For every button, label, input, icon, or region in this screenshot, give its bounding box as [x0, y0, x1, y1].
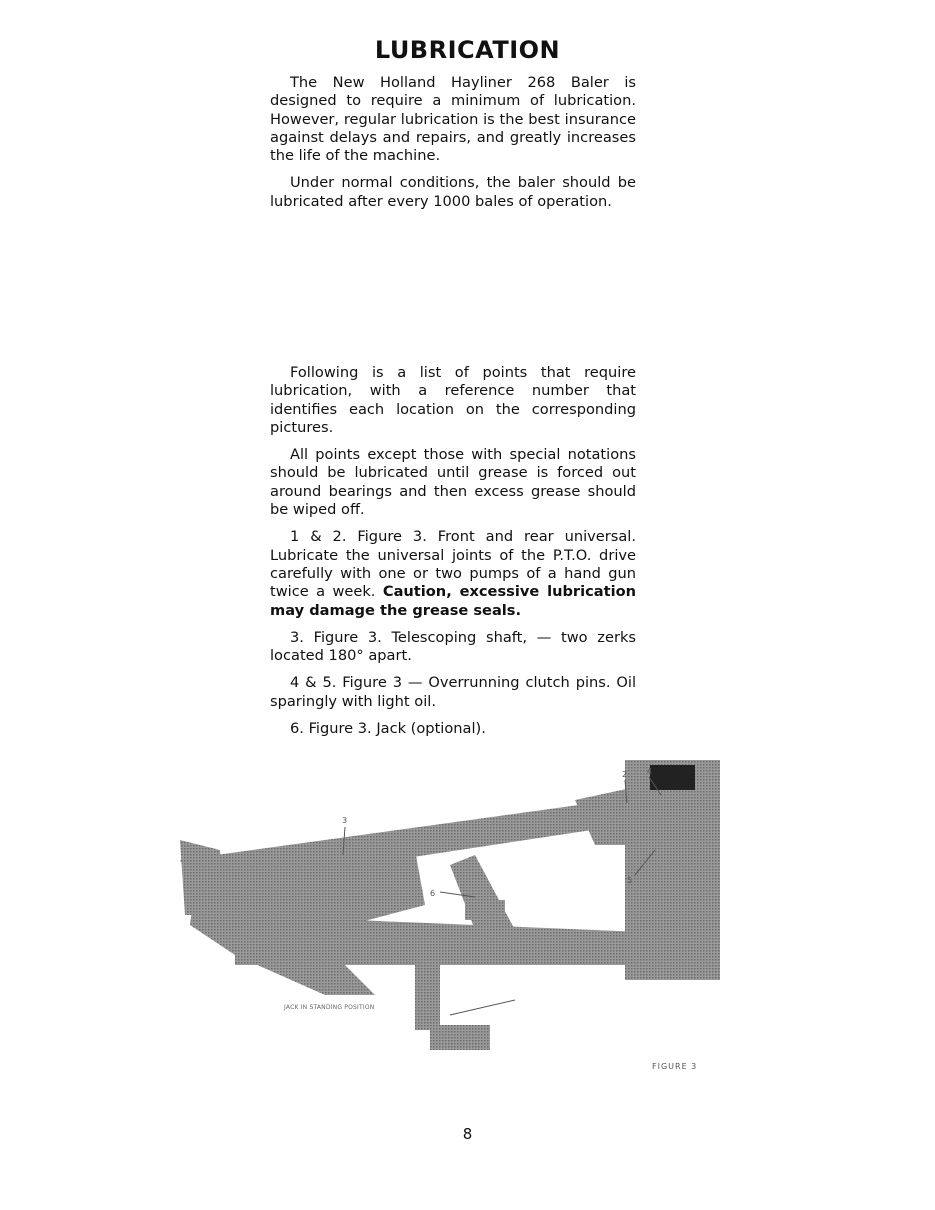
page-number: 8	[462, 1125, 473, 1143]
intro-paragraph-2: Under normal conditions, the baler should be lubricated after every 1000 bales of operation.	[270, 174, 636, 210]
body-paragraph-1: Following is a list of points that require lubrication, with a reference number that identifies each location on the corresponding pictures.	[270, 364, 636, 436]
intro-section	[270, 74, 636, 220]
body-paragraph-2: All points except those with special notations should be lubricated until grease is forced out around bearings and then excess grease should be wiped off.	[270, 446, 636, 519]
callout-6: 6	[430, 889, 436, 898]
page-title: LUBRICATION	[374, 36, 561, 64]
lube-item-4-5: 4 & 5. Figure 3 — Overrunning clutch pins. Oil sparingly with light oil.	[270, 674, 636, 710]
lubrication-points-section	[270, 364, 636, 747]
intro-paragraph-1: The New Holland Hayliner 268 Baler is designed to require a minimum of lubrication. However, regular lubrication is the best insurance against delays and repairs, and greatly increases the life of the machine.	[270, 74, 636, 165]
jack-position-label: JACK IN STANDING POSITION	[284, 1004, 375, 1011]
callout-3: 3	[342, 816, 348, 825]
callout-4: 4	[647, 767, 653, 776]
figure-caption: FIGURE 3	[652, 1062, 698, 1071]
callout-5: 5	[627, 876, 633, 885]
baler-hitch-figure	[175, 755, 725, 1065]
lube-item-text: 1 & 2. Figure 3. Front and rear universal. Lubricate the universal joints of the P.T.O. drive carefully with one or two pumps of a hand gun twice a week.	[270, 528, 636, 601]
caution-text: Caution, excessive lubrication may damage the grease seals.	[270, 583, 637, 619]
lube-item-3: 3. Figure 3. Telescoping shaft, — two zerks located 180° apart.	[270, 628, 636, 665]
lube-item-1-2	[270, 528, 636, 619]
lube-item-6: 6. Figure 3. Jack (optional).	[290, 720, 486, 738]
callout-2: 2	[622, 770, 628, 779]
